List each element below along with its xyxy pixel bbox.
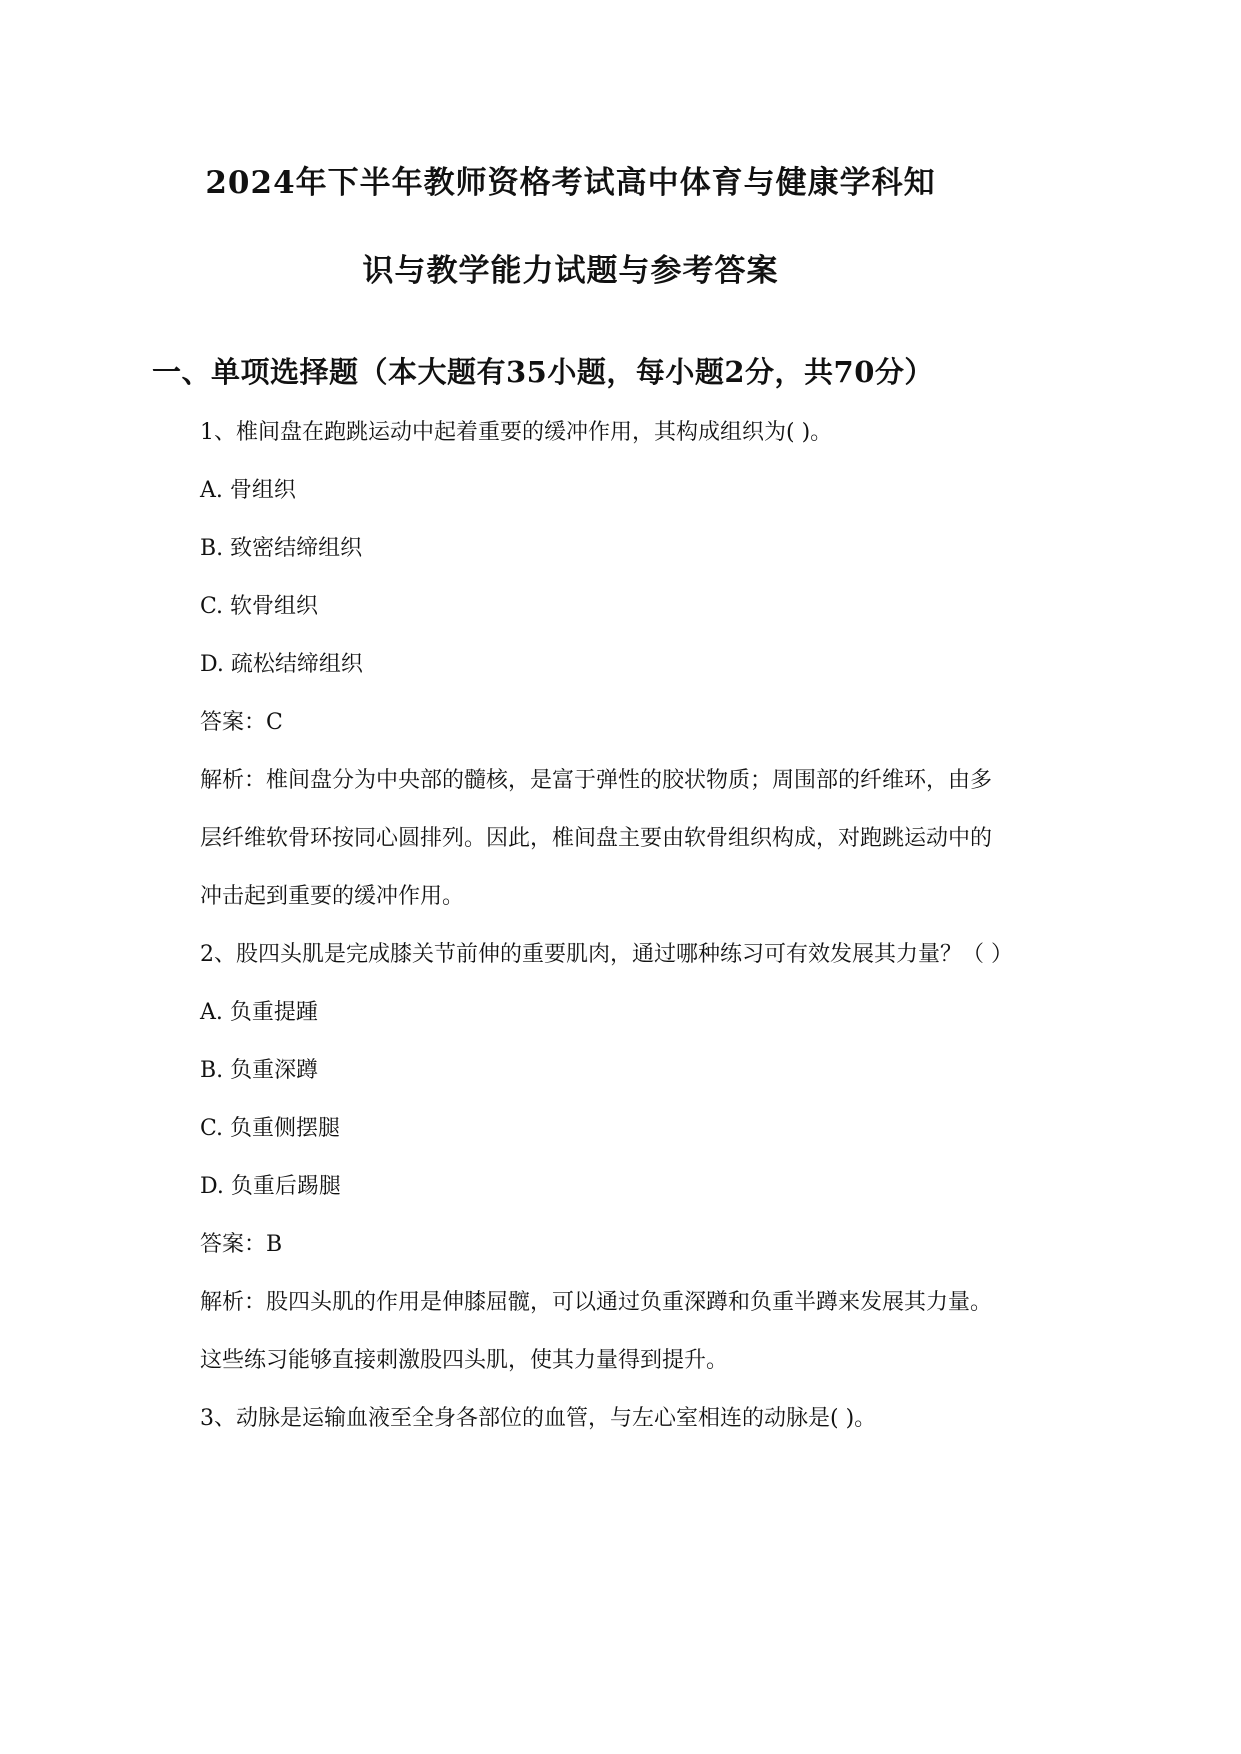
- section-heading: 一、单项选择题（本大题有35小题，每小题2分，共70分）: [152, 355, 934, 389]
- question-2-analysis-line-1: 解析：股四头肌的作用是伸膝屈髋，可以通过负重深蹲和负重半蹲来发展其力量。: [200, 1290, 993, 1315]
- question-1-option-c: C. 软骨组织: [200, 594, 319, 619]
- question-1-analysis-line-2: 层纤维软骨环按同心圆排列。因此，椎间盘主要由软骨组织构成，对跑跳运动中的: [200, 826, 993, 851]
- question-1-option-a: A. 骨组织: [200, 478, 296, 503]
- document-title-line-1: 2024年下半年教师资格考试高中体育与健康学科知: [205, 165, 936, 201]
- question-2-analysis-line-2: 这些练习能够直接刺激股四头肌，使其力量得到提升。: [200, 1348, 729, 1373]
- question-2-option-c: C. 负重侧摆腿: [200, 1116, 341, 1141]
- question-3-text: 3、动脉是运输血液至全身各部位的血管，与左心室相连的动脉是( )。: [200, 1406, 877, 1431]
- question-2-answer: 答案：B: [200, 1232, 283, 1257]
- question-1-answer: 答案：C: [200, 710, 283, 735]
- question-1-analysis-line-3: 冲击起到重要的缓冲作用。: [200, 884, 465, 909]
- question-1-option-b: B. 致密结缔组织: [200, 536, 363, 561]
- question-1-analysis-line-1: 解析：椎间盘分为中央部的髓核，是富于弹性的胶状物质；周围部的纤维环，由多: [200, 768, 993, 793]
- question-2-option-d: D. 负重后踢腿: [200, 1174, 341, 1199]
- question-2-option-b: B. 负重深蹲: [200, 1058, 319, 1083]
- document-title-line-2: 识与教学能力试题与参考答案: [362, 253, 779, 289]
- question-1-text: 1、椎间盘在跑跳运动中起着重要的缓冲作用，其构成组织为( )。: [200, 420, 833, 445]
- question-2-option-a: A. 负重提踵: [200, 1000, 318, 1025]
- question-1-option-d: D. 疏松结缔组织: [200, 652, 363, 677]
- question-2-text: 2、股四头肌是完成膝关节前伸的重要肌肉，通过哪种练习可有效发展其力量？（ ）: [200, 942, 1013, 967]
